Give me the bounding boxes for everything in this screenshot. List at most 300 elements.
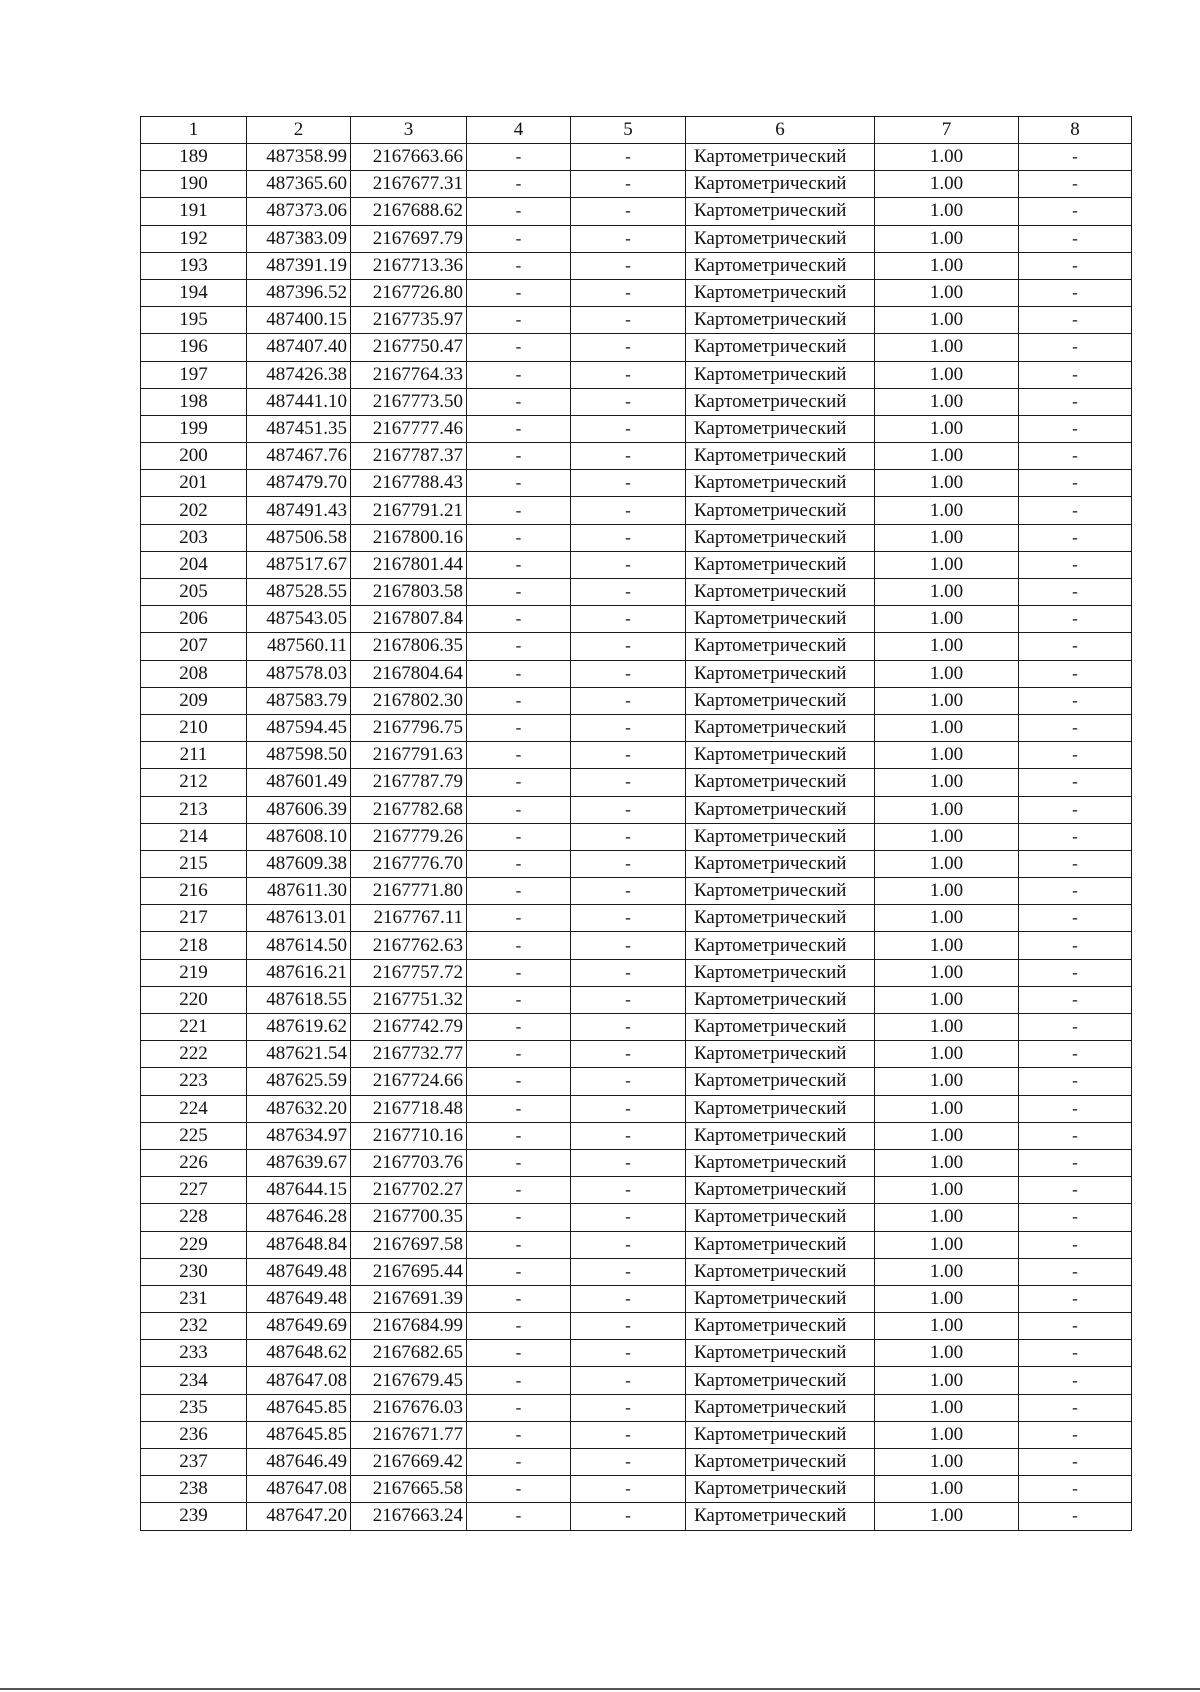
cell-col5: - bbox=[571, 1313, 686, 1340]
cell-method: Картометрический bbox=[686, 850, 875, 877]
cell-method: Картометрический bbox=[686, 742, 875, 769]
cell-col5: - bbox=[571, 1095, 686, 1122]
cell-accuracy: 1.00 bbox=[875, 878, 1019, 905]
cell-point-number: 232 bbox=[141, 1313, 247, 1340]
cell-method: Картометрический bbox=[686, 687, 875, 714]
cell-method: Картометрический bbox=[686, 388, 875, 415]
cell-col5: - bbox=[571, 225, 686, 252]
cell-x-coordinate: 487645.85 bbox=[247, 1394, 351, 1421]
cell-x-coordinate: 487648.84 bbox=[247, 1231, 351, 1258]
cell-point-number: 212 bbox=[141, 769, 247, 796]
cell-x-coordinate: 487391.19 bbox=[247, 252, 351, 279]
cell-col4: - bbox=[467, 579, 571, 606]
cell-col8: - bbox=[1019, 1014, 1132, 1041]
table-row bbox=[141, 932, 1132, 959]
cell-col4: - bbox=[467, 1122, 571, 1149]
cell-method: Картометрический bbox=[686, 1313, 875, 1340]
cell-col4: - bbox=[467, 1285, 571, 1312]
cell-x-coordinate: 487441.10 bbox=[247, 388, 351, 415]
cell-accuracy: 1.00 bbox=[875, 1258, 1019, 1285]
cell-x-coordinate: 487594.45 bbox=[247, 714, 351, 741]
cell-col4: - bbox=[467, 660, 571, 687]
cell-method: Картометрический bbox=[686, 198, 875, 225]
cell-y-coordinate: 2167807.84 bbox=[351, 606, 467, 633]
cell-col8: - bbox=[1019, 1449, 1132, 1476]
cell-accuracy: 1.00 bbox=[875, 1313, 1019, 1340]
cell-x-coordinate: 487632.20 bbox=[247, 1095, 351, 1122]
cell-y-coordinate: 2167800.16 bbox=[351, 524, 467, 551]
table-row bbox=[141, 524, 1132, 551]
table-row bbox=[141, 1095, 1132, 1122]
cell-accuracy: 1.00 bbox=[875, 307, 1019, 334]
cell-accuracy: 1.00 bbox=[875, 524, 1019, 551]
table-row bbox=[141, 415, 1132, 442]
cell-accuracy: 1.00 bbox=[875, 1340, 1019, 1367]
cell-accuracy: 1.00 bbox=[875, 1204, 1019, 1231]
cell-y-coordinate: 2167788.43 bbox=[351, 470, 467, 497]
cell-method: Картометрический bbox=[686, 470, 875, 497]
cell-col4: - bbox=[467, 198, 571, 225]
cell-accuracy: 1.00 bbox=[875, 443, 1019, 470]
cell-method: Картометрический bbox=[686, 1177, 875, 1204]
cell-col5: - bbox=[571, 823, 686, 850]
cell-col4: - bbox=[467, 388, 571, 415]
cell-col8: - bbox=[1019, 796, 1132, 823]
column-header: 1 bbox=[141, 117, 247, 144]
cell-col4: - bbox=[467, 796, 571, 823]
cell-col8: - bbox=[1019, 1122, 1132, 1149]
cell-accuracy: 1.00 bbox=[875, 769, 1019, 796]
table-row bbox=[141, 660, 1132, 687]
cell-y-coordinate: 2167750.47 bbox=[351, 334, 467, 361]
cell-col4: - bbox=[467, 1421, 571, 1448]
cell-col4: - bbox=[467, 171, 571, 198]
cell-method: Картометрический bbox=[686, 769, 875, 796]
cell-accuracy: 1.00 bbox=[875, 252, 1019, 279]
cell-col4: - bbox=[467, 823, 571, 850]
cell-col8: - bbox=[1019, 361, 1132, 388]
cell-col5: - bbox=[571, 307, 686, 334]
table-row bbox=[141, 1394, 1132, 1421]
cell-method: Картометрический bbox=[686, 497, 875, 524]
cell-method: Картометрический bbox=[686, 524, 875, 551]
cell-col8: - bbox=[1019, 144, 1132, 171]
cell-col8: - bbox=[1019, 252, 1132, 279]
cell-method: Картометрический bbox=[686, 1095, 875, 1122]
cell-x-coordinate: 487506.58 bbox=[247, 524, 351, 551]
cell-accuracy: 1.00 bbox=[875, 905, 1019, 932]
cell-accuracy: 1.00 bbox=[875, 225, 1019, 252]
cell-point-number: 203 bbox=[141, 524, 247, 551]
cell-col4: - bbox=[467, 1041, 571, 1068]
cell-col4: - bbox=[467, 524, 571, 551]
cell-col4: - bbox=[467, 1014, 571, 1041]
cell-y-coordinate: 2167801.44 bbox=[351, 551, 467, 578]
cell-col8: - bbox=[1019, 1204, 1132, 1231]
cell-x-coordinate: 487625.59 bbox=[247, 1068, 351, 1095]
cell-col4: - bbox=[467, 470, 571, 497]
cell-method: Картометрический bbox=[686, 361, 875, 388]
cell-point-number: 196 bbox=[141, 334, 247, 361]
cell-y-coordinate: 2167771.80 bbox=[351, 878, 467, 905]
cell-col5: - bbox=[571, 932, 686, 959]
cell-col5: - bbox=[571, 1041, 686, 1068]
cell-col4: - bbox=[467, 633, 571, 660]
cell-col8: - bbox=[1019, 742, 1132, 769]
cell-col5: - bbox=[571, 905, 686, 932]
cell-y-coordinate: 2167691.39 bbox=[351, 1285, 467, 1312]
cell-method: Картометрический bbox=[686, 633, 875, 660]
cell-accuracy: 1.00 bbox=[875, 796, 1019, 823]
cell-accuracy: 1.00 bbox=[875, 1177, 1019, 1204]
cell-y-coordinate: 2167751.32 bbox=[351, 986, 467, 1013]
cell-col8: - bbox=[1019, 1285, 1132, 1312]
cell-method: Картометрический bbox=[686, 606, 875, 633]
cell-x-coordinate: 487400.15 bbox=[247, 307, 351, 334]
cell-point-number: 216 bbox=[141, 878, 247, 905]
cell-col8: - bbox=[1019, 850, 1132, 877]
cell-col5: - bbox=[571, 633, 686, 660]
cell-x-coordinate: 487578.03 bbox=[247, 660, 351, 687]
cell-method: Картометрический bbox=[686, 1204, 875, 1231]
cell-col4: - bbox=[467, 443, 571, 470]
cell-col4: - bbox=[467, 1394, 571, 1421]
cell-col8: - bbox=[1019, 1041, 1132, 1068]
table-row bbox=[141, 279, 1132, 306]
cell-method: Картометрический bbox=[686, 252, 875, 279]
cell-col4: - bbox=[467, 252, 571, 279]
cell-x-coordinate: 487517.67 bbox=[247, 551, 351, 578]
table-row bbox=[141, 1476, 1132, 1503]
cell-y-coordinate: 2167742.79 bbox=[351, 1014, 467, 1041]
cell-x-coordinate: 487365.60 bbox=[247, 171, 351, 198]
cell-accuracy: 1.00 bbox=[875, 415, 1019, 442]
cell-col8: - bbox=[1019, 687, 1132, 714]
cell-col4: - bbox=[467, 606, 571, 633]
cell-col8: - bbox=[1019, 932, 1132, 959]
cell-y-coordinate: 2167802.30 bbox=[351, 687, 467, 714]
table-row bbox=[141, 905, 1132, 932]
table-row bbox=[141, 579, 1132, 606]
cell-method: Картометрический bbox=[686, 551, 875, 578]
cell-x-coordinate: 487426.38 bbox=[247, 361, 351, 388]
cell-y-coordinate: 2167804.64 bbox=[351, 660, 467, 687]
cell-col5: - bbox=[571, 443, 686, 470]
cell-col8: - bbox=[1019, 1258, 1132, 1285]
cell-col5: - bbox=[571, 714, 686, 741]
column-header: 8 bbox=[1019, 117, 1132, 144]
cell-col8: - bbox=[1019, 1476, 1132, 1503]
cell-x-coordinate: 487648.62 bbox=[247, 1340, 351, 1367]
table-row bbox=[141, 307, 1132, 334]
cell-col4: - bbox=[467, 1258, 571, 1285]
cell-col4: - bbox=[467, 144, 571, 171]
table-row bbox=[141, 633, 1132, 660]
column-header: 4 bbox=[467, 117, 571, 144]
cell-col5: - bbox=[571, 279, 686, 306]
cell-point-number: 195 bbox=[141, 307, 247, 334]
cell-y-coordinate: 2167787.79 bbox=[351, 769, 467, 796]
cell-y-coordinate: 2167713.36 bbox=[351, 252, 467, 279]
cell-y-coordinate: 2167779.26 bbox=[351, 823, 467, 850]
cell-col4: - bbox=[467, 551, 571, 578]
cell-col5: - bbox=[571, 198, 686, 225]
cell-method: Картометрический bbox=[686, 144, 875, 171]
cell-col5: - bbox=[571, 606, 686, 633]
coordinates-table bbox=[140, 116, 1132, 1531]
cell-point-number: 213 bbox=[141, 796, 247, 823]
cell-col5: - bbox=[571, 1014, 686, 1041]
cell-col4: - bbox=[467, 1177, 571, 1204]
cell-y-coordinate: 2167764.33 bbox=[351, 361, 467, 388]
cell-y-coordinate: 2167679.45 bbox=[351, 1367, 467, 1394]
cell-method: Картометрический bbox=[686, 171, 875, 198]
cell-y-coordinate: 2167663.66 bbox=[351, 144, 467, 171]
cell-point-number: 233 bbox=[141, 1340, 247, 1367]
table-row bbox=[141, 1231, 1132, 1258]
cell-point-number: 222 bbox=[141, 1041, 247, 1068]
cell-y-coordinate: 2167791.21 bbox=[351, 497, 467, 524]
cell-col8: - bbox=[1019, 606, 1132, 633]
cell-col5: - bbox=[571, 415, 686, 442]
cell-point-number: 235 bbox=[141, 1394, 247, 1421]
page-bottom-rule bbox=[0, 1688, 1200, 1690]
cell-point-number: 194 bbox=[141, 279, 247, 306]
cell-method: Картометрический bbox=[686, 1476, 875, 1503]
cell-method: Картометрический bbox=[686, 1421, 875, 1448]
cell-y-coordinate: 2167735.97 bbox=[351, 307, 467, 334]
cell-col5: - bbox=[571, 524, 686, 551]
cell-col5: - bbox=[571, 171, 686, 198]
cell-point-number: 207 bbox=[141, 633, 247, 660]
table-row bbox=[141, 742, 1132, 769]
cell-col4: - bbox=[467, 959, 571, 986]
cell-accuracy: 1.00 bbox=[875, 144, 1019, 171]
cell-col5: - bbox=[571, 144, 686, 171]
cell-col4: - bbox=[467, 932, 571, 959]
table-row bbox=[141, 1177, 1132, 1204]
cell-accuracy: 1.00 bbox=[875, 742, 1019, 769]
cell-col5: - bbox=[571, 1476, 686, 1503]
cell-x-coordinate: 487616.21 bbox=[247, 959, 351, 986]
cell-accuracy: 1.00 bbox=[875, 932, 1019, 959]
table-row bbox=[141, 1421, 1132, 1448]
cell-col8: - bbox=[1019, 415, 1132, 442]
cell-point-number: 202 bbox=[141, 497, 247, 524]
table-row bbox=[141, 144, 1132, 171]
cell-x-coordinate: 487646.49 bbox=[247, 1449, 351, 1476]
cell-accuracy: 1.00 bbox=[875, 1421, 1019, 1448]
table-row bbox=[141, 497, 1132, 524]
cell-col5: - bbox=[571, 959, 686, 986]
cell-x-coordinate: 487598.50 bbox=[247, 742, 351, 769]
cell-col4: - bbox=[467, 714, 571, 741]
cell-col8: - bbox=[1019, 986, 1132, 1013]
cell-method: Картометрический bbox=[686, 1231, 875, 1258]
cell-method: Картометрический bbox=[686, 1340, 875, 1367]
cell-x-coordinate: 487479.70 bbox=[247, 470, 351, 497]
cell-col8: - bbox=[1019, 660, 1132, 687]
cell-y-coordinate: 2167726.80 bbox=[351, 279, 467, 306]
cell-col8: - bbox=[1019, 714, 1132, 741]
cell-col8: - bbox=[1019, 443, 1132, 470]
cell-col4: - bbox=[467, 334, 571, 361]
cell-y-coordinate: 2167663.24 bbox=[351, 1503, 467, 1530]
table-row bbox=[141, 959, 1132, 986]
cell-col5: - bbox=[571, 1149, 686, 1176]
cell-col8: - bbox=[1019, 497, 1132, 524]
cell-col4: - bbox=[467, 1204, 571, 1231]
cell-point-number: 238 bbox=[141, 1476, 247, 1503]
cell-method: Картометрический bbox=[686, 660, 875, 687]
cell-y-coordinate: 2167702.27 bbox=[351, 1177, 467, 1204]
cell-col4: - bbox=[467, 497, 571, 524]
column-header: 3 bbox=[351, 117, 467, 144]
table-row bbox=[141, 1041, 1132, 1068]
cell-method: Картометрический bbox=[686, 1122, 875, 1149]
column-header: 5 bbox=[571, 117, 686, 144]
table-row bbox=[141, 1014, 1132, 1041]
cell-point-number: 191 bbox=[141, 198, 247, 225]
cell-col5: - bbox=[571, 769, 686, 796]
cell-accuracy: 1.00 bbox=[875, 551, 1019, 578]
cell-x-coordinate: 487358.99 bbox=[247, 144, 351, 171]
cell-col8: - bbox=[1019, 171, 1132, 198]
cell-col4: - bbox=[467, 687, 571, 714]
cell-y-coordinate: 2167782.68 bbox=[351, 796, 467, 823]
cell-accuracy: 1.00 bbox=[875, 1449, 1019, 1476]
cell-accuracy: 1.00 bbox=[875, 850, 1019, 877]
cell-point-number: 200 bbox=[141, 443, 247, 470]
cell-col5: - bbox=[571, 1449, 686, 1476]
cell-col8: - bbox=[1019, 1095, 1132, 1122]
cell-x-coordinate: 487634.97 bbox=[247, 1122, 351, 1149]
cell-col4: - bbox=[467, 1503, 571, 1530]
cell-accuracy: 1.00 bbox=[875, 1068, 1019, 1095]
cell-method: Картометрический bbox=[686, 796, 875, 823]
cell-col5: - bbox=[571, 1285, 686, 1312]
cell-col4: - bbox=[467, 850, 571, 877]
cell-col4: - bbox=[467, 1068, 571, 1095]
cell-accuracy: 1.00 bbox=[875, 1503, 1019, 1530]
cell-y-coordinate: 2167718.48 bbox=[351, 1095, 467, 1122]
table-row bbox=[141, 1313, 1132, 1340]
cell-point-number: 236 bbox=[141, 1421, 247, 1448]
cell-point-number: 192 bbox=[141, 225, 247, 252]
cell-x-coordinate: 487647.08 bbox=[247, 1367, 351, 1394]
cell-col5: - bbox=[571, 1204, 686, 1231]
cell-point-number: 199 bbox=[141, 415, 247, 442]
cell-y-coordinate: 2167677.31 bbox=[351, 171, 467, 198]
table-header-row bbox=[141, 117, 1132, 144]
cell-x-coordinate: 487373.06 bbox=[247, 198, 351, 225]
cell-accuracy: 1.00 bbox=[875, 1095, 1019, 1122]
cell-x-coordinate: 487649.48 bbox=[247, 1285, 351, 1312]
cell-x-coordinate: 487645.85 bbox=[247, 1421, 351, 1448]
cell-method: Картометрический bbox=[686, 1041, 875, 1068]
cell-point-number: 210 bbox=[141, 714, 247, 741]
cell-col5: - bbox=[571, 497, 686, 524]
cell-x-coordinate: 487639.67 bbox=[247, 1149, 351, 1176]
cell-accuracy: 1.00 bbox=[875, 714, 1019, 741]
cell-col4: - bbox=[467, 1367, 571, 1394]
cell-method: Картометрический bbox=[686, 1503, 875, 1530]
cell-accuracy: 1.00 bbox=[875, 687, 1019, 714]
cell-method: Картометрический bbox=[686, 1014, 875, 1041]
cell-col4: - bbox=[467, 878, 571, 905]
cell-col8: - bbox=[1019, 225, 1132, 252]
table-row bbox=[141, 796, 1132, 823]
cell-col4: - bbox=[467, 225, 571, 252]
table-row bbox=[141, 823, 1132, 850]
cell-y-coordinate: 2167767.11 bbox=[351, 905, 467, 932]
cell-col5: - bbox=[571, 796, 686, 823]
cell-col4: - bbox=[467, 1449, 571, 1476]
cell-col5: - bbox=[571, 579, 686, 606]
cell-y-coordinate: 2167732.77 bbox=[351, 1041, 467, 1068]
cell-method: Картометрический bbox=[686, 932, 875, 959]
cell-col8: - bbox=[1019, 551, 1132, 578]
table-row bbox=[141, 850, 1132, 877]
cell-accuracy: 1.00 bbox=[875, 1285, 1019, 1312]
cell-col8: - bbox=[1019, 1367, 1132, 1394]
cell-y-coordinate: 2167724.66 bbox=[351, 1068, 467, 1095]
cell-point-number: 234 bbox=[141, 1367, 247, 1394]
cell-point-number: 205 bbox=[141, 579, 247, 606]
cell-y-coordinate: 2167776.70 bbox=[351, 850, 467, 877]
cell-x-coordinate: 487644.15 bbox=[247, 1177, 351, 1204]
cell-accuracy: 1.00 bbox=[875, 959, 1019, 986]
cell-point-number: 239 bbox=[141, 1503, 247, 1530]
cell-y-coordinate: 2167665.58 bbox=[351, 1476, 467, 1503]
cell-method: Картометрический bbox=[686, 878, 875, 905]
cell-x-coordinate: 487528.55 bbox=[247, 579, 351, 606]
cell-col8: - bbox=[1019, 769, 1132, 796]
cell-y-coordinate: 2167710.16 bbox=[351, 1122, 467, 1149]
cell-point-number: 225 bbox=[141, 1122, 247, 1149]
cell-accuracy: 1.00 bbox=[875, 171, 1019, 198]
table-row bbox=[141, 1122, 1132, 1149]
table-row bbox=[141, 470, 1132, 497]
cell-x-coordinate: 487613.01 bbox=[247, 905, 351, 932]
cell-point-number: 217 bbox=[141, 905, 247, 932]
cell-accuracy: 1.00 bbox=[875, 606, 1019, 633]
cell-y-coordinate: 2167695.44 bbox=[351, 1258, 467, 1285]
cell-col5: - bbox=[571, 1421, 686, 1448]
cell-col4: - bbox=[467, 307, 571, 334]
cell-y-coordinate: 2167682.65 bbox=[351, 1340, 467, 1367]
cell-col5: - bbox=[571, 1258, 686, 1285]
cell-point-number: 223 bbox=[141, 1068, 247, 1095]
cell-col8: - bbox=[1019, 1313, 1132, 1340]
cell-col8: - bbox=[1019, 579, 1132, 606]
cell-point-number: 197 bbox=[141, 361, 247, 388]
cell-col4: - bbox=[467, 1340, 571, 1367]
cell-x-coordinate: 487618.55 bbox=[247, 986, 351, 1013]
table-row bbox=[141, 225, 1132, 252]
table-row bbox=[141, 1503, 1132, 1530]
cell-point-number: 221 bbox=[141, 1014, 247, 1041]
cell-x-coordinate: 487647.20 bbox=[247, 1503, 351, 1530]
cell-col8: - bbox=[1019, 388, 1132, 415]
table-row bbox=[141, 1340, 1132, 1367]
cell-col5: - bbox=[571, 361, 686, 388]
cell-col4: - bbox=[467, 279, 571, 306]
cell-accuracy: 1.00 bbox=[875, 1122, 1019, 1149]
cell-method: Картометрический bbox=[686, 415, 875, 442]
cell-col4: - bbox=[467, 415, 571, 442]
cell-y-coordinate: 2167777.46 bbox=[351, 415, 467, 442]
